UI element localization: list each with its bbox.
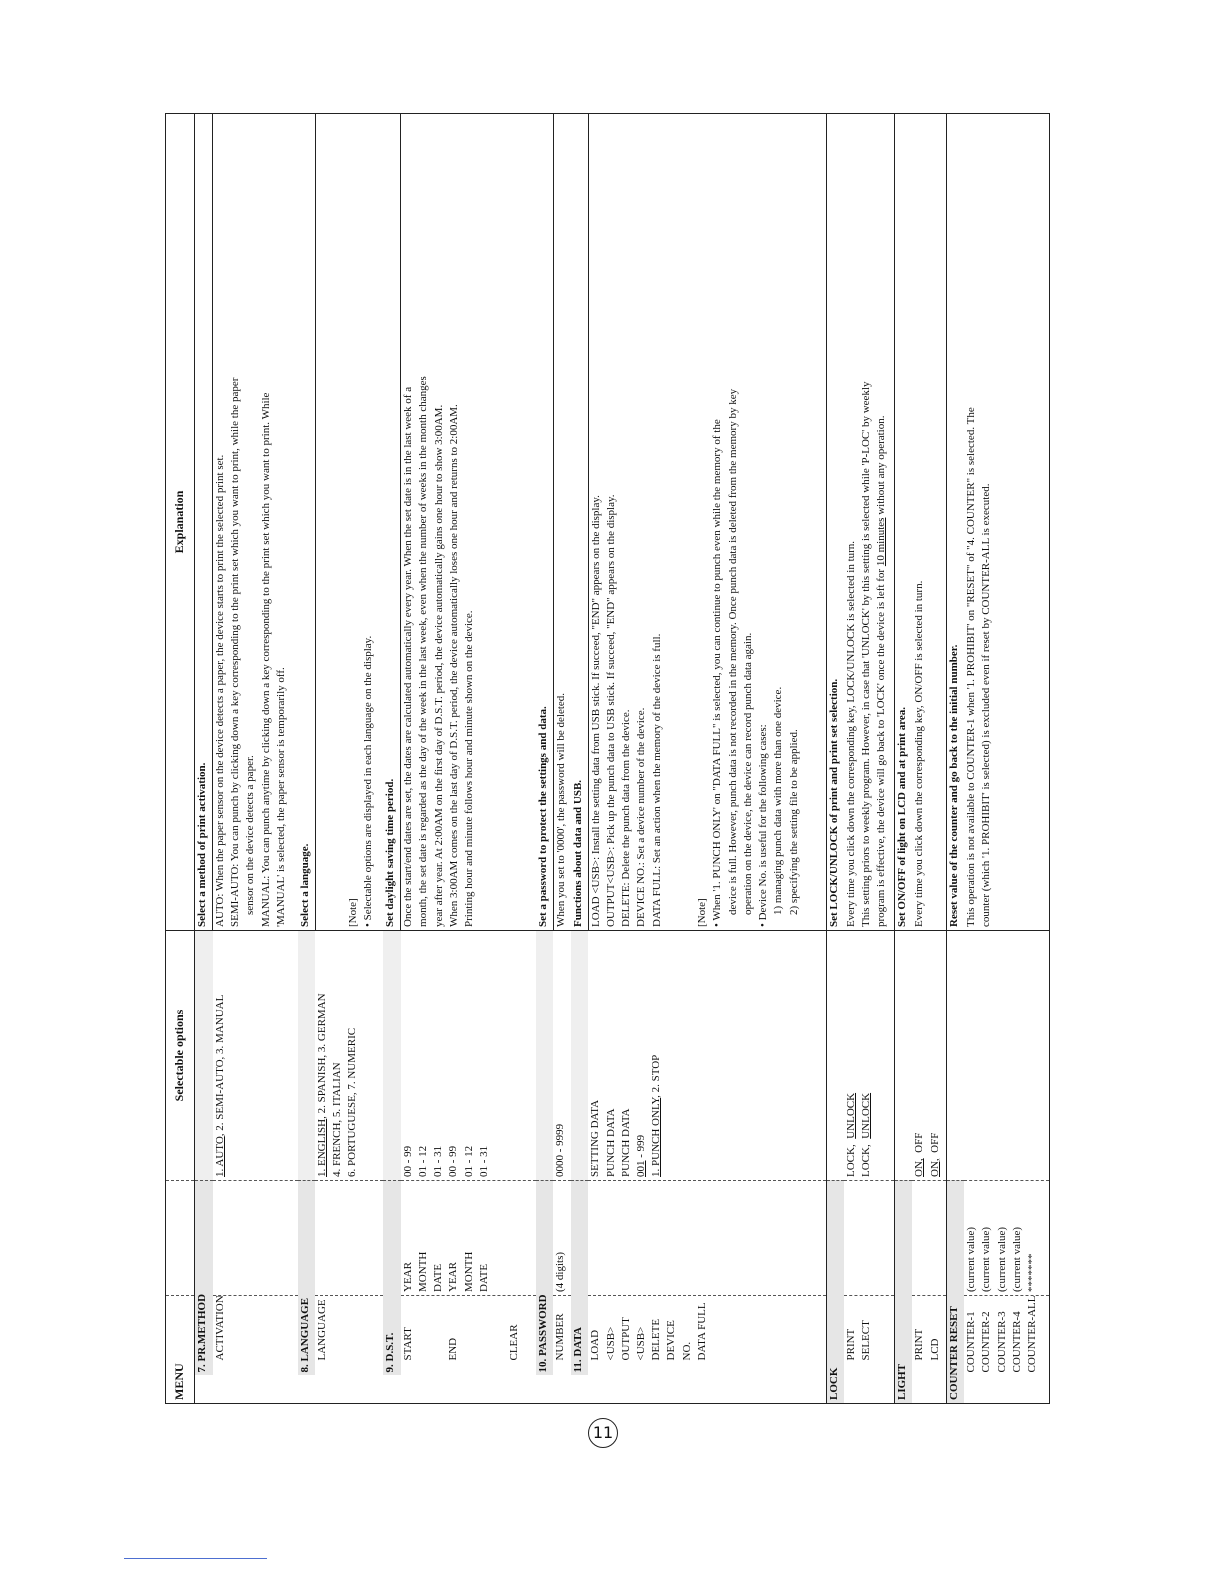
counter-value: (current value) [980, 1226, 993, 1292]
counter-value: (current value) [995, 1226, 1008, 1292]
item-label: ACTIVATION [213, 1295, 226, 1361]
explanation-text: LOAD <USB>: Install the setting data from USB stick. If succeed, "END" appears on the display. OUTPUT<USB>: Pick up the punch data to USB stick. If succeed, "END" appears on the display. DELETE: Delete the punch data from the device. DEVICE NO.: Set a device number of the device. DATA FULL: Set an action when the memory of the device is full. [Note] • When '1. PUNCH ONLY' on "DATA FULL" is selected, you can continue to punch even while the memory of the device is full. However, punch data is not recorded in the memory. Once punch data is deleted from the memory by key operation on the device, the device can record punch data again. • Device No. is useful for the following cases: 1) managing punch data with more than one device. 2) specifying the setting file to be applied. [588, 113, 826, 930]
option-text: 001 - 999 [634, 1134, 647, 1177]
page-number: 11 [588, 1418, 618, 1448]
section-title: COUNTER RESET [947, 1180, 964, 1403]
row-data [588, 113, 826, 1403]
counter-value: (current value) [965, 1226, 978, 1292]
item-label: END [447, 1337, 460, 1361]
sub-label: YEAR [447, 1262, 460, 1292]
explanation-column-header: Explanation [166, 113, 195, 930]
sub-label: DATE [477, 1263, 490, 1292]
explanation-title: Set daylight saving time period. [383, 113, 400, 930]
item-label: DEVICE NO. [665, 1320, 693, 1361]
option-text: 00 - 99 [401, 1145, 414, 1177]
section-lock [826, 113, 843, 1403]
menu-column-header: MENU [166, 1295, 195, 1403]
sub-label: DATE [432, 1263, 445, 1292]
item-label: COUNTER-3 [995, 1311, 1008, 1373]
section-prmethod [195, 113, 213, 1403]
option-text: ON, OFF [913, 1132, 926, 1177]
section-title: LIGHT [895, 1180, 912, 1403]
row-password [553, 113, 570, 1403]
sub-label: MONTH [462, 1251, 475, 1292]
row-counter-reset [964, 113, 1049, 1403]
counter-value: (current value) [1010, 1226, 1023, 1292]
options-column-header: Selectable options [166, 930, 195, 1180]
option-text: 01 - 12 [462, 1145, 475, 1177]
row-light [912, 113, 946, 1403]
item-label: SELECT [859, 1320, 872, 1361]
explanation-title: Functions about data and USB. [571, 113, 588, 930]
item-label: START [401, 1327, 414, 1361]
section-title: 11. DATA [571, 1180, 588, 1375]
explanation-text: Once the start/end dates are set, the dates are calculated automatically every year. When the set date is in the last week of a month, the set date is regarded as the day of the week in the last week, even when the number of weeks in the month changes year after year. At 2:00AM on the first day of D.S.T. period, the device automatically gains one hour to show 3:00AM. When 3:00AM comes on the last day of D.S.T. period, the device automatically loses one hour and returns to 2:00AM. Printing hour and minute follows hour and minute shown on the device. [401, 113, 536, 930]
option-text: 01 - 31 [477, 1145, 490, 1177]
option-text: 4. FRENCH, 5. ITALIAN [331, 1062, 344, 1177]
option-text: 01 - 12 [416, 1145, 429, 1177]
row-dst [401, 113, 536, 1403]
section-title: 8. LANGUAGE [298, 1180, 315, 1375]
item-label: PRINT [913, 1328, 926, 1361]
section-title: LOCK [826, 1180, 843, 1403]
option-text: 1. AUTO, 2. SEMI-AUTO, 3. MANUAL [213, 994, 226, 1177]
explanation-title: Select a method of print activation. [195, 113, 213, 930]
sub-label: MONTH [416, 1251, 429, 1292]
rotated-page [165, 114, 1050, 1404]
section-title: 9. D.S.T. [383, 1180, 400, 1375]
explanation-text: Every time you click down the corresponding key, ON/OFF is selected in turn. [912, 113, 946, 930]
option-text: 1. ENGLISH, 2. SPANISH, 3. GERMAN [316, 993, 329, 1177]
explanation-text: AUTO: When the paper sensor on the device detects a paper, the device starts to print the selected print set. SEMI-AUTO: You can punch by clicking down a key corresponding to the print set which you want to print, while the paper sensor on the device detects a paper. MANUAL: You can punch anytime by clicking down a key corresponding to the print set which you want to print. While 'MANUAL' is selected, the paper sensor is temporarily off. [213, 113, 298, 930]
section-title: 10. PASSWORD [536, 1180, 553, 1375]
item-label: LCD [928, 1338, 941, 1361]
option-text: LOCK, UNLOCK [859, 1092, 872, 1177]
explanation-text: When you set to '0000', the password will be deleted. [553, 113, 570, 930]
option-text: 01 - 31 [432, 1145, 445, 1177]
section-light [895, 113, 912, 1403]
item-label: PRINT [844, 1328, 857, 1361]
explanation-title: Select a language. [298, 113, 315, 930]
option-text: 1. PUNCH ONLY, 2. STOP [650, 1054, 663, 1177]
item-label: LOAD <USB> [589, 1326, 617, 1361]
option-text: 00 - 99 [447, 1145, 460, 1177]
row-prmethod [213, 113, 298, 1403]
option-text: ON, OFF [928, 1132, 941, 1177]
counter-value: ******* [1026, 1253, 1039, 1292]
option-text: LOCK, UNLOCK [844, 1092, 857, 1177]
explanation-title: Set a password to protect the settings and data. [536, 113, 553, 930]
option-text: 0000 - 9999 [554, 1123, 567, 1177]
item-label: CLEAR [508, 1324, 521, 1361]
row-language [315, 113, 383, 1403]
option-text: PUNCH DATA [604, 1108, 617, 1177]
item-label: DATA FULL [695, 1302, 708, 1361]
option-text: SETTING DATA [589, 1099, 602, 1177]
item-label: COUNTER-2 [980, 1311, 993, 1373]
item-label: COUNTER-4 [1010, 1311, 1023, 1373]
section-dst [383, 113, 400, 1403]
settings-table [165, 113, 1050, 1404]
item-label: COUNTER-1 [965, 1311, 978, 1373]
sub-label: YEAR [401, 1262, 414, 1292]
section-language [298, 113, 315, 1403]
item-label: OUTPUT <USB> [619, 1317, 647, 1361]
explanation-text: This operation is not available to COUNTER-1 when '1. PROHIBIT' on "RESET" of "4. COUNTER" is selected. The counter (which '1. PROHIBIT' is selected) is excluded even if reset by COUNTER-ALL is executed. [964, 113, 1049, 930]
item-label: LANGUAGE [316, 1299, 329, 1361]
item-label: DELETE [650, 1318, 663, 1361]
explanation-text: [Note] • Selectable options are displayed in each language on the display. [315, 113, 383, 930]
option-text: 6. PORTUGUESE, 7. NUMERIC [346, 1027, 359, 1177]
section-data [571, 113, 588, 1403]
explanation-title: Reset value of the counter and go back to the initial number. [947, 113, 964, 930]
item-label: NUMBER [554, 1313, 567, 1361]
footer-divider [124, 1558, 267, 1559]
explanation-title: Set LOCK/UNLOCK of print and print set selection. [826, 113, 843, 930]
option-text: PUNCH DATA [619, 1108, 632, 1177]
explanation-text: Every time you click down the corresponding key, LOCK/UNLOCK is selected in turn. This setting priors to weekly program. However, in case that 'UNLOCK' by this setting is selected while 'P-LOC' by weekly program is effective, the device will go back to 'LOCK' once the device is left for 10 minutes without any operation. [844, 113, 895, 930]
explanation-title: Set ON/OFF of light on LCD and at print area. [895, 113, 912, 930]
section-password [536, 113, 553, 1403]
item-label: COUNTER-ALL [1026, 1295, 1039, 1373]
sub-label: (4 digits) [554, 1251, 567, 1292]
section-counter-reset [947, 113, 964, 1403]
row-lock [844, 113, 895, 1403]
section-title: 7. PR.METHOD [195, 1180, 213, 1375]
